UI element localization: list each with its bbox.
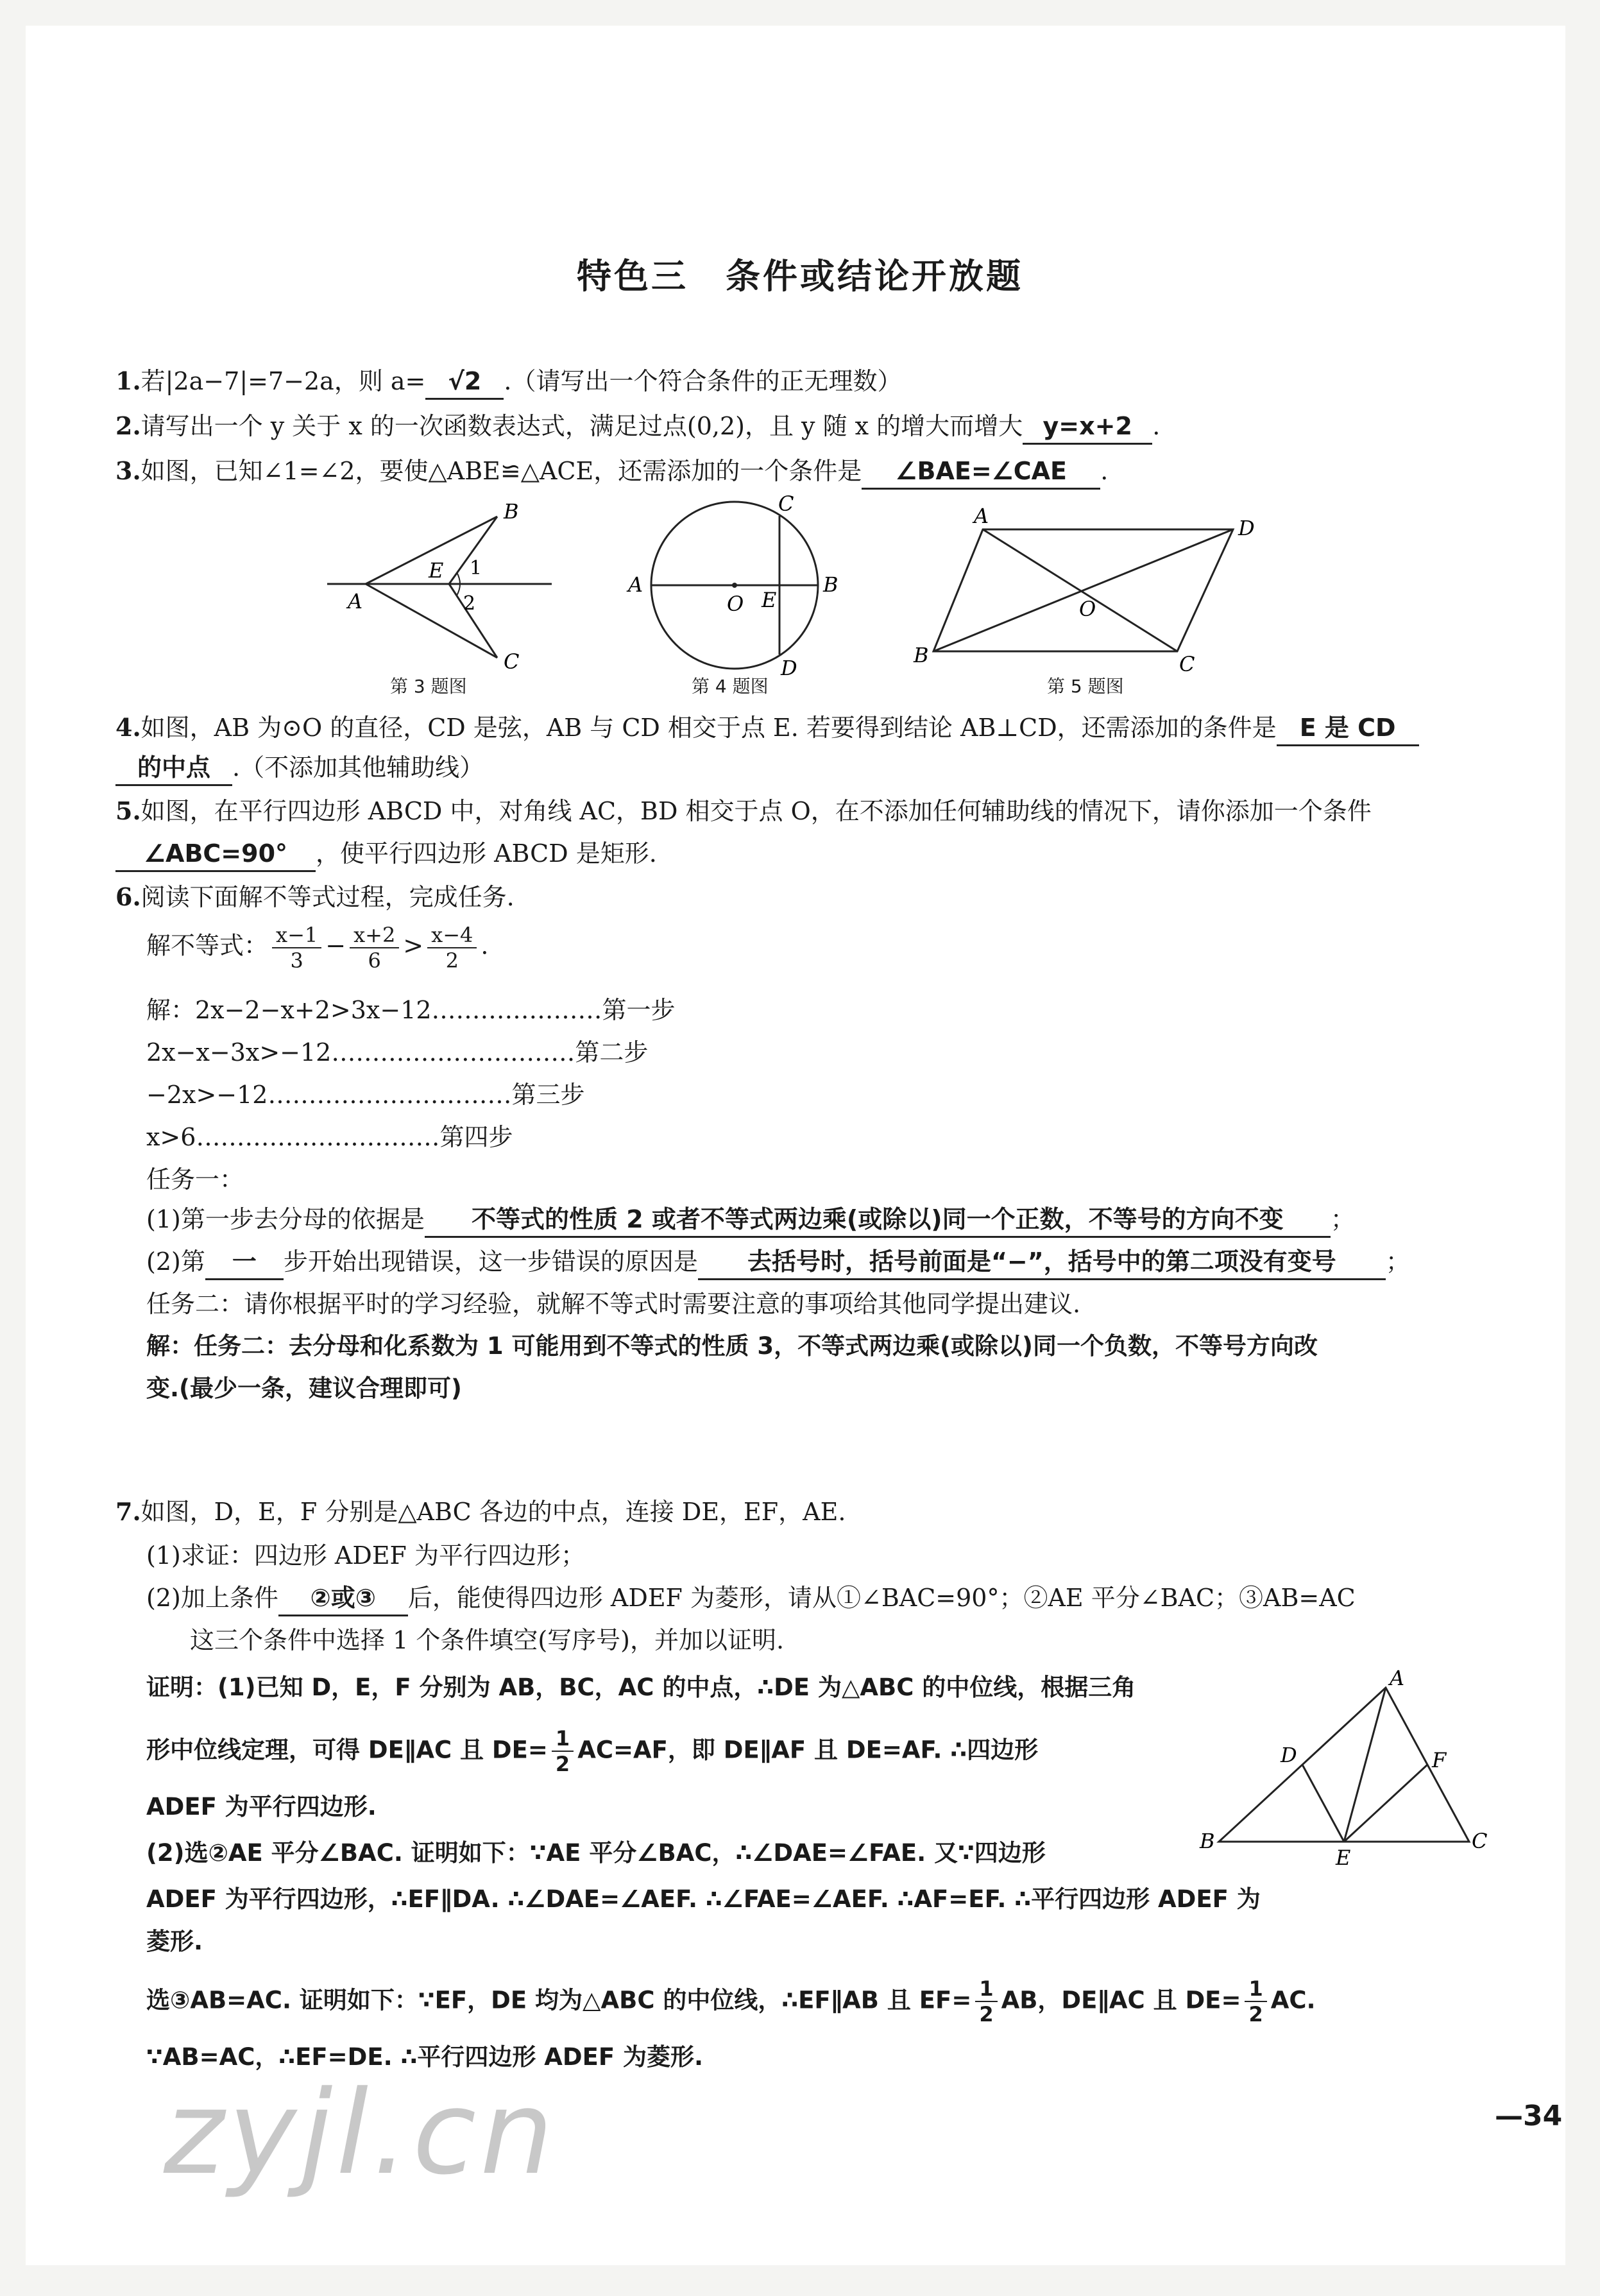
q1-text: 若|2a−7|=7−2a，则 a=: [140, 367, 426, 395]
page-title: 特色三 条件或结论开放题: [577, 256, 1023, 296]
f4-label-d: D: [781, 656, 797, 680]
f3-label-1: 1: [470, 557, 482, 579]
q7-proof-6: 菱形.: [146, 1928, 203, 1955]
f3-label-2: 2: [463, 592, 476, 615]
proof-2b: AC=AF，即 DE∥AF 且 DE=AF. ∴四边形: [577, 1736, 1039, 1764]
figure-3-caption: 第 3 题图: [390, 676, 467, 697]
q6-number: 6.: [115, 882, 141, 911]
q7-proof-3: ADEF 为平行四边形.: [146, 1793, 377, 1821]
t1b-end: ；: [1385, 1247, 1410, 1276]
q6-frac-1: [272, 923, 321, 973]
question-2: [115, 409, 1160, 445]
q6-step-3: −2x>−12…………………………第三步: [146, 1081, 585, 1109]
half-frac-2: [975, 1976, 997, 2026]
t1b-mid: 步开始出现错误，这一步错误的原因是: [283, 1247, 698, 1276]
q3-end: .: [1100, 457, 1109, 485]
q7-proof-5: ADEF 为平行四边形，∴EF∥DA. ∴∠DAE=∠AEF. ∴∠FAE=∠AEF. ∴AF=EF. ∴平行四边形 ADEF 为: [146, 1885, 1261, 1913]
q7-part-1: (1)求证：四边形 ADEF 为平行四边形；: [146, 1541, 586, 1570]
frac3-den: 2: [445, 948, 459, 973]
q6-step-4: x>6…………………………第四步: [146, 1123, 513, 1151]
q5-end: ，使平行四边形 ABCD 是矩形.: [316, 839, 657, 868]
q7-part-2-cont: 这三个条件中选择 1 个条件填空(写序号)，并加以证明.: [190, 1626, 785, 1654]
q7-p2-answer: ②或③: [278, 1581, 408, 1616]
t1a-answer: 不等式的性质 2 或者不等式两边乘(或除以)同一个正数，不等号的方向不变: [425, 1203, 1331, 1238]
q6-task-2: 任务二：请你根据平时的学习经验，就解不等式时需要注意的事项给其他同学提出建议.: [146, 1290, 1081, 1318]
q4-number: 4.: [115, 713, 141, 742]
q7-proof-7: [146, 1976, 1316, 2026]
figure-3: [321, 494, 565, 680]
f7-label-e: E: [1336, 1846, 1351, 1870]
f7-label-a: A: [1390, 1666, 1405, 1690]
q1-note: .（请写出一个符合条件的正无理数）: [504, 367, 902, 395]
f4-label-o: O: [727, 592, 744, 616]
q7-proof-4: (2)选②AE 平分∠BAC. 证明如下：∵AE 平分∠BAC，∴∠DAE=∠FAE. 又∵四边形: [146, 1839, 1046, 1867]
q6-step-2: 2x−x−3x>−12…………………………第二步: [146, 1038, 649, 1067]
q4-answer-part1: E 是 CD: [1277, 711, 1419, 746]
q5-number: 5.: [115, 796, 141, 825]
f3-label-b: B: [504, 499, 519, 524]
q7-stem: 如图，D，E，F 分别是△ABC 各边的中点，连接 DE，EF，AE.: [140, 1498, 846, 1526]
f4-label-c: C: [778, 492, 794, 516]
f7-label-f: F: [1432, 1748, 1447, 1772]
q4-answer-part2: 的中点: [115, 751, 232, 786]
q7-p2-rest: 后，能使得四边形 ADEF 为菱形，请从①∠BAC=90°；②AE 平分∠BAC；③AB=AC: [407, 1584, 1356, 1612]
q1-number: 1.: [115, 366, 141, 395]
q6-task-1: 任务一：: [146, 1165, 244, 1194]
q6-step-1: 解：2x−2−x+2>3x−12…………………第一步: [146, 996, 676, 1024]
watermark: zyjl.cn: [164, 2066, 557, 2200]
half2-den: 2: [979, 2002, 994, 2026]
question-7: [115, 1495, 846, 1529]
q5-text: 如图，在平行四边形 ABCD 中，对角线 AC，BD 相交于点 O，在不添加任何辅助线的情况下，请你添加一个条件: [140, 797, 1372, 825]
proof-7a: 选③AB=AC. 证明如下：∵EF，DE 均为△ABC 的中位线，∴EF∥AB 且 EF=: [146, 1986, 972, 2014]
q6-inequality: 解不等式： $\frac{x-1}{3}$ − $\frac{x+2}{6}$ > $\frac{x-4}{2}$ .: [146, 923, 489, 973]
f4-label-b: B: [823, 572, 838, 597]
half1-num: 1: [552, 1726, 574, 1752]
q7-number: 7.: [115, 1497, 141, 1526]
q6-task-1a: [146, 1203, 1355, 1238]
q6-solution-2: 变.(最少一条，建议合理即可): [146, 1375, 462, 1402]
t1b-text: (2)第: [146, 1247, 205, 1276]
frac1-num: x−1: [272, 923, 321, 948]
f3-label-a: A: [348, 589, 363, 613]
f5-label-a: A: [974, 504, 989, 528]
proof-7b: AB，DE∥AC 且 DE=: [1001, 1986, 1241, 2014]
q4-note: .（不添加其他辅助线）: [232, 753, 484, 782]
q6-solution-1: 解：任务二：去分母和化系数为 1 可能用到不等式的性质 3，不等式两边乘(或除以)同一个负数，不等号方向改: [146, 1332, 1318, 1360]
q6-task-1b: [146, 1245, 1410, 1280]
figure-5-caption: 第 5 题图: [1047, 676, 1124, 697]
frac2-num: x+2: [350, 923, 399, 948]
f5-label-b: B: [914, 643, 929, 667]
f7-label-b: B: [1200, 1829, 1215, 1853]
half3-den: 2: [1248, 2002, 1263, 2026]
question-4-cont: [115, 751, 484, 786]
q3-number: 3.: [115, 456, 141, 485]
q3-answer: ∠BAE=∠CAE: [862, 454, 1100, 490]
q3-text: 如图，已知∠1=∠2，要使△ABE≌△ACE，还需添加的一个条件是: [140, 457, 862, 485]
frac1-den: 3: [290, 948, 303, 973]
half1-den: 2: [555, 1752, 570, 1776]
q2-answer: y=x+2: [1023, 409, 1152, 445]
page-number: —34: [1495, 2100, 1563, 2132]
q2-number: 2.: [115, 411, 141, 440]
figure-5: [911, 494, 1270, 680]
frac3-num: x−4: [427, 923, 477, 948]
q5-answer: ∠ABC=90°: [115, 837, 316, 872]
q6-frac-2: [350, 923, 399, 973]
q2-end: .: [1152, 412, 1161, 440]
q6-stem: 阅读下面解不等式过程，完成任务.: [140, 883, 515, 911]
f4-label-a: A: [628, 572, 643, 597]
question-1: [115, 364, 901, 400]
half-frac-1: [552, 1726, 574, 1776]
f7-label-d: D: [1281, 1743, 1297, 1767]
half3-num: 1: [1245, 1976, 1266, 2002]
t1a-text: (1)第一步去分母的依据是: [146, 1205, 425, 1233]
figure-4: [619, 494, 850, 680]
frac2-den: 6: [368, 948, 381, 973]
half2-num: 1: [975, 1976, 997, 2002]
q7-proof-1: 证明：(1)已知 D，E，F 分别为 AB，BC，AC 的中点，∴DE 为△ABC 的中位线，根据三角: [146, 1674, 1136, 1701]
question-5-cont: [115, 837, 657, 872]
t1a-end: ；: [1330, 1205, 1355, 1233]
question-4: [115, 711, 1419, 746]
proof-7c: AC.: [1270, 1986, 1316, 2014]
question-3: [115, 454, 1108, 490]
f4-label-e: E: [762, 588, 777, 612]
q6-ineq-label: 解不等式：: [146, 931, 269, 960]
q7-proof-8: ∵AB=AC，∴EF=DE. ∴平行四边形 ADEF 为菱形.: [146, 2043, 704, 2071]
figure-4-caption: 第 4 题图: [692, 676, 769, 697]
q6-frac-3: [427, 923, 477, 973]
question-6: [115, 880, 515, 914]
proof-2a: 形中位线定理，可得 DE∥AC 且 DE=: [146, 1736, 548, 1764]
q4-text: 如图，AB 为⊙O 的直径，CD 是弦，AB 与 CD 相交于点 E. 若要得到结论 AB⊥CD，还需添加的条件是: [140, 714, 1277, 742]
t1b-answer-1: 一: [205, 1245, 284, 1280]
f3-label-c: C: [504, 649, 520, 674]
question-5: [115, 794, 1372, 828]
half-frac-3: [1245, 1976, 1266, 2026]
f5-label-d: D: [1238, 516, 1255, 540]
q2-text: 请写出一个 y 关于 x 的一次函数表达式，满足过点(0,2)，且 y 随 x 的增大而增大: [140, 412, 1023, 440]
q7-proof-2: [146, 1726, 1038, 1776]
q1-answer: √2: [425, 364, 504, 400]
f7-label-c: C: [1472, 1829, 1488, 1853]
q7-part-2: [146, 1581, 1356, 1616]
f5-label-c: C: [1179, 652, 1195, 676]
q7-p2-text: (2)加上条件: [146, 1584, 278, 1612]
f5-label-o: O: [1079, 597, 1096, 621]
t1b-answer-2: 去括号时，括号前面是“−”，括号中的第二项没有变号: [698, 1245, 1386, 1280]
figure-7: [1200, 1666, 1488, 1874]
f3-label-e: E: [429, 558, 444, 583]
